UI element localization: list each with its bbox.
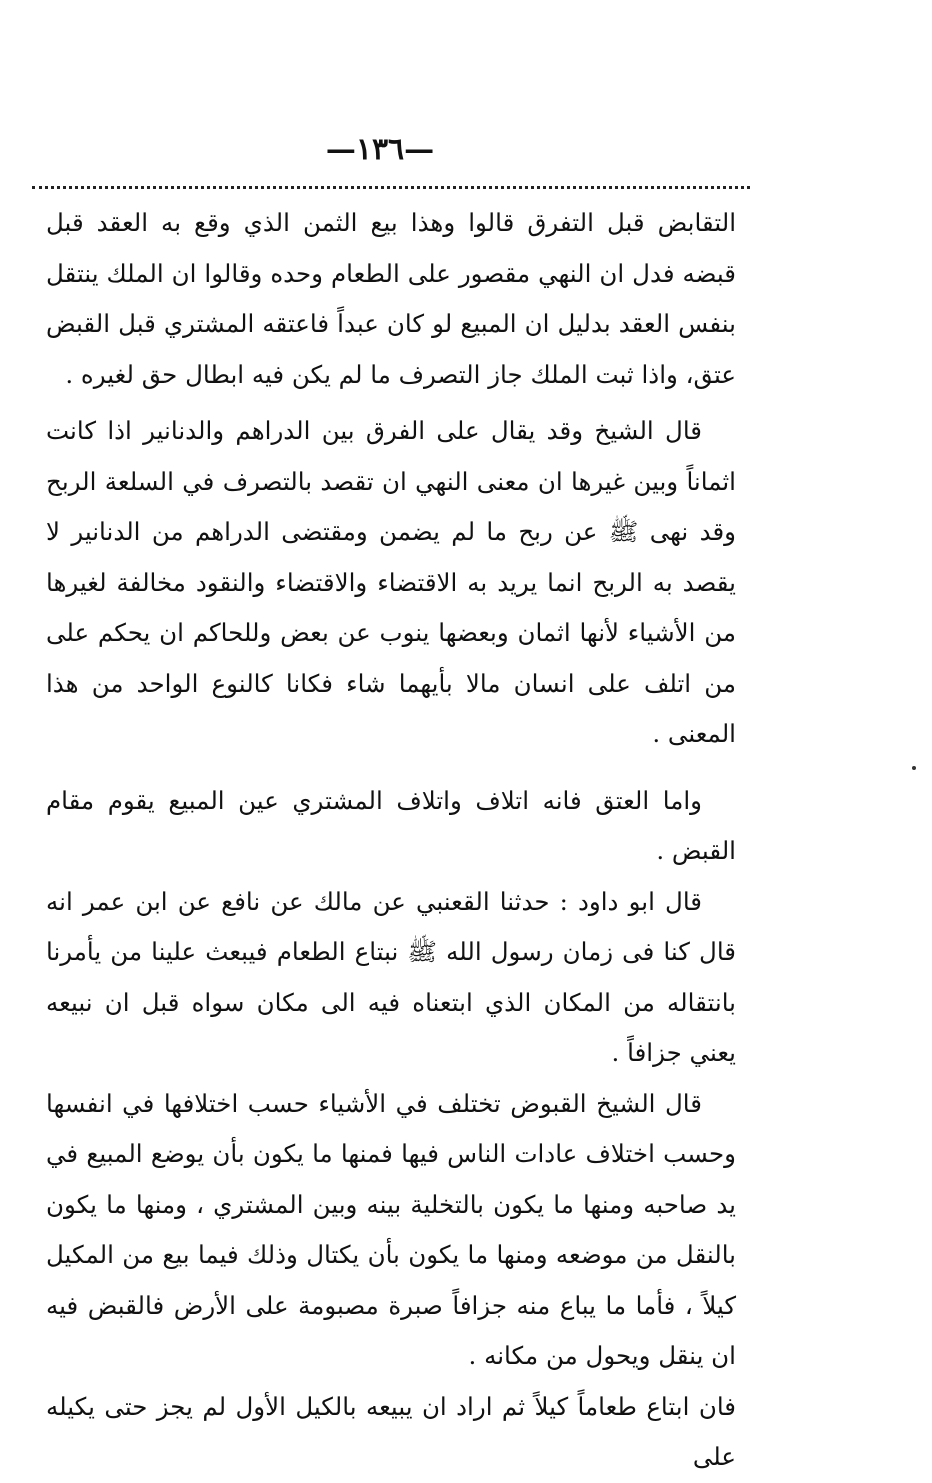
header-rule xyxy=(32,186,750,189)
page-number: —١٣٦— xyxy=(325,132,435,167)
paragraph: فان ابتاع طعاماً كيلاً ثم اراد ان يبيعه بالكيل الأول لم يجز حتى يكيله على xyxy=(46,1391,736,1471)
margin-mark xyxy=(912,766,916,770)
paragraph: قال ابو داود : حدثنا القعنبي عن مالك عن نافع عن ابن عمر انه قال كنا فى زمان رسول الله ﷺ نبتاع الطعام فيبعث علينا من يأمرنا بانتقاله من المكان الذي ابتعناه فيه الى مكان سواه قبل ان نبيعه يعني جزافاً . xyxy=(46,886,736,1067)
paragraph: قال الشيخ القبوض تختلف في الأشياء حسب اختلافها في انفسها وحسب اختلاف عادات الناس فيها فمنها ما يكون بأن يوضع المبيع في يد صاحبه ومنها ما يكون بالتخلية بينه وبين المشتري ، ومنها ما يكون بالنقل من موضعه ومنها ما يكون بأن يكتال وذلك فيما بيع من المكيل كيلاً ، فأما ما يباع منه جزافاً صبرة مصبومة على الأرض فالقبض فيه ان ينقل ويحول من مكانه . xyxy=(46,1088,736,1370)
paragraph: التقابض قبل التفرق قالوا وهذا بيع الثمن الذي وقع به العقد قبل قبضه فدل ان النهي مقصور على الطعام وحده وقالوا ان الملك ينتقل بنفس العقد بدليل ان المبيع لو كان عبداً فاعتقه المشتري قبل القبض عتق، واذا ثبت الملك جاز التصرف ما لم يكن فيه ابطال حق لغيره . xyxy=(46,208,736,389)
paragraph: واما العتق فانه اتلاف واتلاف المشتري عين المبيع يقوم مقام القبض . xyxy=(46,785,736,865)
paragraph: قال الشيخ وقد يقال على الفرق بين الدراهم والدنانير اذا كانت اثماناً وبين غيرها ان معنى النهي ان تقصد بالتصرف في السلعة الربح وقد نهى ﷺ عن ربح ما لم يضمن ومقتضى الدراهم من الدنانير لا يقصد به الربح انما يريد به الاقتضاء والاقتضاء والنقود مخالفة لغيرها من الأشياء لأنها اثمان وبعضها ينوب عن بعض وللحاكم ان يحكم على من اتلف على انسان مالا بأيهما شاء فكانا كالنوع الواحد من هذا المعنى . xyxy=(46,416,736,748)
body-text xyxy=(46,198,736,1483)
